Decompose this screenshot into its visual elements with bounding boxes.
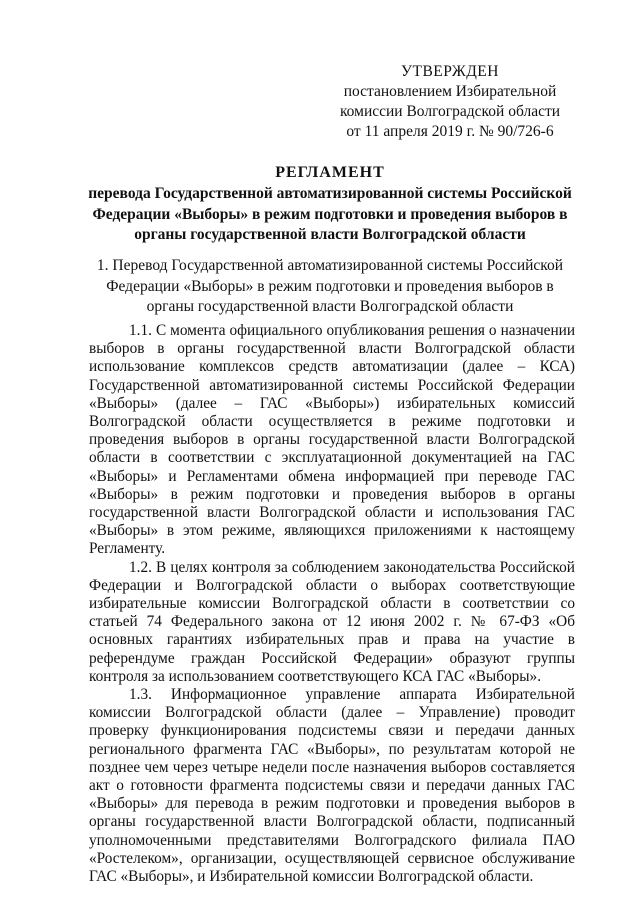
- section-heading: 1. Перевод Государственной автоматизированной системы Российской Федерации «Выборы» в режим подготовки и проведения выборов в органы государственной власти Волгоградской области: [96, 257, 564, 315]
- paragraph-1-3: 1.3. Информационное управление аппарата Избирательной комиссии Волгоградской области (далее – Управление) проводит проверку функционирования подсистемы связи и передачи данных регионального фрагмента ГАС «Выборы», по результатам которой не позднее чем через четыре недели после назначения выборов составляется акт о готовности фрагмента подсистемы связи и передачи данных ГАС «Выборы» для перевода в режим подготовки и проведения выборов в органы государственной власти Волгоградской области, подписанный уполномоченными представителями Волгоградского филиала ПАО «Ростелеком», организации, осуществляющей сервисное обслуживание ГАС «Выборы», и Избирательной комиссии Волгоградской области.: [89, 686, 575, 886]
- approval-stamp: [330, 62, 570, 142]
- document-title-block: [80, 162, 580, 246]
- paragraph-1-1: 1.1. С момента официального опубликования решения о назначении выборов в органы государственной власти Волгоградской области использование комплексов средств автоматизации (далее – КСА) Государственной автоматизированной системы Российской Федерации «Выборы» (далее – ГАС «Выборы») избирательных комиссий Волгоградской области осуществляется в режиме подготовки и проведения выборов в органы государственной власти Волгоградской области в соответствии с эксплуатационной документацией на ГАС «Выборы» и Регламентами обмена информацией при переводе ГАС «Выборы» в режим подготовки и проведения выборов в органы государственной власти Волгоградской области и использования ГАС «Выборы» в этом режиме, являющихся приложениями к настоящему Регламенту.: [89, 322, 575, 558]
- paragraph-1-2: 1.2. В целях контроля за соблюдением законодательства Российской Федерации и Волгоградской области о выборах соответствующие избирательные комиссии Волгоградской области в соответствии со статьей 74 Федерального закона от 12 июня 2002 г. № 67-ФЗ «Об основных гарантиях избирательных прав и права на участие в референдуме граждан Российской Федерации» образуют группы контроля за использованием соответствующего КСА ГАС «Выборы».: [89, 558, 575, 685]
- approval-line-2: комиссии Волгоградской области: [339, 103, 561, 120]
- approval-line-1: постановлением Избирательной: [343, 83, 557, 100]
- approval-heading: УТВЕРЖДЕН: [401, 63, 499, 80]
- document-subtitle: перевода Государственной автоматизированной системы Российской Федерации «Выборы» в режим подготовки и проведения выборов в органы государственной власти Волгоградской области: [88, 185, 572, 243]
- document-body: [89, 322, 575, 886]
- document-title: РЕГЛАМЕНТ: [275, 164, 385, 181]
- approval-line-3: от 11 апреля 2019 г. № 90/726-6: [346, 123, 554, 140]
